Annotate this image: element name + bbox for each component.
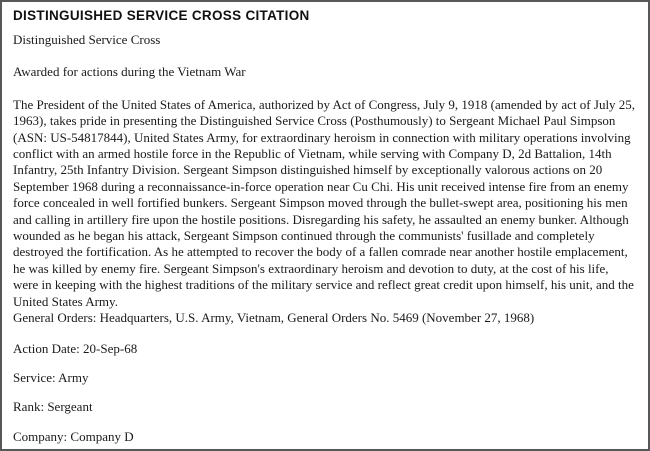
page-title: DISTINGUISHED SERVICE CROSS CITATION <box>13 8 310 23</box>
citation-document <box>2 2 648 451</box>
detail-label: Company: <box>13 428 68 444</box>
detail-service <box>13 370 637 386</box>
detail-label: Service: <box>13 369 56 385</box>
detail-rank <box>13 399 637 415</box>
detail-action-date <box>13 341 637 357</box>
detail-value: Company D <box>70 428 134 444</box>
detail-value: Army <box>58 369 89 385</box>
citation-text: The President of the United States of America, authorized by Act of Congress, July 9, 1918 (amended by act of July 25, 1963), takes pride in presenting the Distinguished Service Cross (Posthumously) to Sergeant Michael Paul Simpson (ASN: US-54817844), United States Army, for extraordinary heroism in connection with military operations involving conflict with an armed hostile force in the Republic of Vietnam, while serving with Company D, 2d Battalion, 14th Infantry, 25th Infantry Division. Sergeant Simpson distinguished himself by exceptionally valorous actions on 20 September 1968 during a reconnaissance-in-force operation near Cu Chi. His unit received intense fire from an enemy force concealed in well fortified bunkers. Sergeant Simpson moved through the bullet-swept area, positioning his men and calling in artillery fire upon the hostile positions. Disregarding his safety, he assaulted an enemy bunker. Although wounded as he began his attack, Sergeant Simpson continued through the communists' fusillade and completely destroyed the fortification. As he attempted to recover the body of a fallen comrade near another hostile emplacement, he was killed by enemy fire. Sergeant Simpson's extraordinary heroism and devotion to duty, at the cost of his life, were in keeping with the highest traditions of the military service and reflect great credit upon himself, his unit, and the United States Army. <box>13 96 636 309</box>
detail-company <box>13 429 637 445</box>
detail-value: Sergeant <box>47 399 93 415</box>
detail-label: Rank: <box>13 399 45 415</box>
general-orders: General Orders: Headquarters, U.S. Army, Vietnam, General Orders No. 5469 (November 27, 1968) <box>13 310 535 326</box>
awarded-for: Awarded for actions during the Vietnam War <box>13 64 246 80</box>
detail-label: Action Date: <box>13 340 80 356</box>
detail-value: 20-Sep-68 <box>83 340 138 356</box>
award-name: Distinguished Service Cross <box>13 32 161 47</box>
